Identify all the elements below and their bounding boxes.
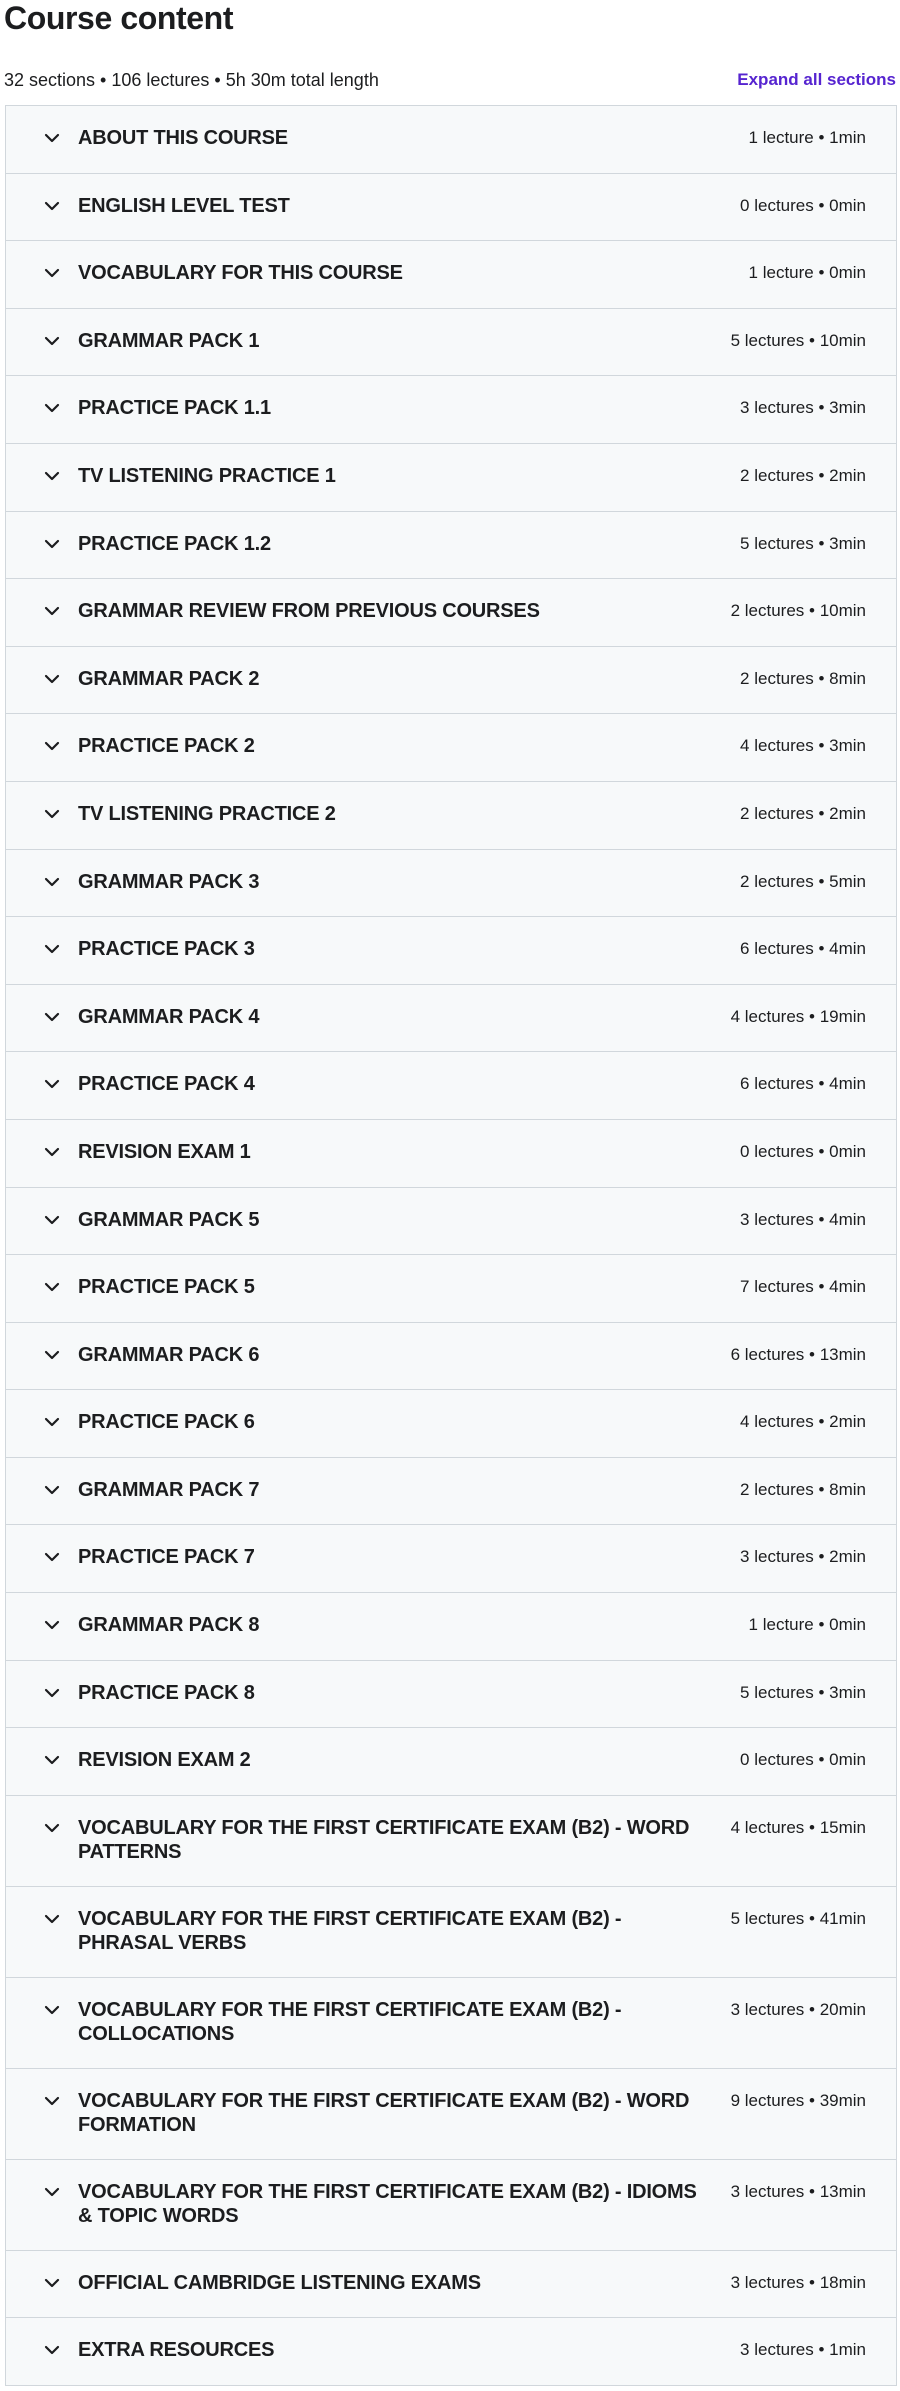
section-row-8[interactable] bbox=[6, 579, 896, 647]
section-title: GRAMMAR PACK 4 bbox=[78, 1005, 260, 1028]
section-row-11[interactable] bbox=[6, 782, 896, 850]
section-meta: 5 lectures • 3min bbox=[740, 1682, 866, 1702]
section-title: TV LISTENING PRACTICE 2 bbox=[78, 802, 336, 825]
chevron-down-icon[interactable] bbox=[42, 802, 62, 826]
section-row-16[interactable] bbox=[6, 1120, 896, 1188]
section-meta: 4 lectures • 2min bbox=[740, 1412, 866, 1432]
section-row-10[interactable] bbox=[6, 714, 896, 782]
section-row-4[interactable] bbox=[6, 309, 896, 377]
chevron-down-icon[interactable] bbox=[42, 1208, 62, 1232]
chevron-down-icon[interactable] bbox=[42, 1545, 62, 1569]
section-meta: 1 lecture • 1min bbox=[748, 128, 866, 147]
section-title: GRAMMAR PACK 5 bbox=[78, 1208, 260, 1231]
section-meta: 7 lectures • 4min bbox=[740, 1277, 866, 1297]
section-row-21[interactable] bbox=[6, 1458, 896, 1526]
section-meta: 5 lectures • 41min bbox=[730, 1908, 866, 1928]
section-title: REVISION EXAM 2 bbox=[78, 1749, 251, 1772]
section-title: TV LISTENING PRACTICE 1 bbox=[78, 464, 336, 487]
chevron-down-icon[interactable] bbox=[42, 396, 62, 420]
section-meta: 6 lectures • 4min bbox=[740, 939, 866, 959]
section-meta: 2 lectures • 8min bbox=[740, 668, 866, 688]
chevron-down-icon[interactable] bbox=[42, 2180, 62, 2204]
section-meta: 0 lectures • 0min bbox=[740, 1750, 866, 1770]
section-title: VOCABULARY FOR THE FIRST CERTIFICATE EXAM (B2) - IDIOMS & TOPIC WORDS bbox=[78, 2180, 697, 2227]
section-row-26[interactable] bbox=[6, 1796, 896, 1887]
section-title: REVISION EXAM 1 bbox=[78, 1140, 251, 1163]
section-row-32[interactable] bbox=[6, 2318, 896, 2386]
chevron-down-icon[interactable] bbox=[42, 1998, 62, 2022]
section-row-6[interactable] bbox=[6, 444, 896, 512]
section-list bbox=[5, 105, 897, 2386]
chevron-down-icon[interactable] bbox=[42, 1478, 62, 1502]
section-title: OFFICIAL CAMBRIDGE LISTENING EXAMS bbox=[78, 2271, 481, 2294]
section-meta: 2 lectures • 8min bbox=[740, 1479, 866, 1499]
section-row-19[interactable] bbox=[6, 1323, 896, 1391]
section-row-23[interactable] bbox=[6, 1593, 896, 1661]
section-meta: 2 lectures • 2min bbox=[740, 803, 866, 823]
section-title: GRAMMAR PACK 3 bbox=[78, 870, 260, 893]
section-row-28[interactable] bbox=[6, 1978, 896, 2069]
section-meta: 4 lectures • 15min bbox=[730, 1817, 866, 1837]
chevron-down-icon[interactable] bbox=[42, 2089, 62, 2113]
expand-all-sections-button[interactable]: Expand all sections bbox=[737, 70, 896, 89]
chevron-down-icon[interactable] bbox=[42, 667, 62, 691]
section-title: PRACTICE PACK 1.2 bbox=[78, 532, 271, 555]
chevron-down-icon[interactable] bbox=[42, 329, 62, 353]
section-title: VOCABULARY FOR THE FIRST CERTIFICATE EXAM (B2) - COLLOCATIONS bbox=[78, 1998, 622, 2045]
section-meta: 5 lectures • 3min bbox=[740, 533, 866, 553]
section-title: GRAMMAR PACK 7 bbox=[78, 1478, 260, 1501]
section-meta: 4 lectures • 3min bbox=[740, 736, 866, 756]
section-title: PRACTICE PACK 6 bbox=[78, 1411, 255, 1434]
section-meta: 3 lectures • 1min bbox=[740, 2340, 866, 2360]
section-title: PRACTICE PACK 1.1 bbox=[78, 397, 271, 420]
chevron-down-icon[interactable] bbox=[42, 1816, 62, 1840]
section-meta: 2 lectures • 5min bbox=[740, 871, 866, 891]
chevron-down-icon[interactable] bbox=[42, 126, 62, 150]
chevron-down-icon[interactable] bbox=[42, 1613, 62, 1637]
chevron-down-icon[interactable] bbox=[42, 261, 62, 285]
section-row-27[interactable] bbox=[6, 1887, 896, 1978]
section-row-20[interactable] bbox=[6, 1390, 896, 1458]
section-row-7[interactable] bbox=[6, 512, 896, 580]
section-row-25[interactable] bbox=[6, 1728, 896, 1796]
chevron-down-icon[interactable] bbox=[42, 2271, 62, 2295]
section-title: VOCABULARY FOR THE FIRST CERTIFICATE EXAM (B2) - WORD FORMATION bbox=[78, 2089, 690, 2136]
section-meta: 3 lectures • 4min bbox=[740, 1209, 866, 1229]
section-title: GRAMMAR PACK 6 bbox=[78, 1343, 260, 1366]
section-meta: 6 lectures • 4min bbox=[740, 1074, 866, 1094]
chevron-down-icon[interactable] bbox=[42, 1140, 62, 1164]
section-meta: 3 lectures • 20min bbox=[730, 1999, 866, 2019]
section-row-2[interactable] bbox=[6, 174, 896, 242]
chevron-down-icon[interactable] bbox=[42, 937, 62, 961]
section-row-18[interactable] bbox=[6, 1255, 896, 1323]
section-title: EXTRA RESOURCES bbox=[78, 2339, 275, 2362]
section-title: GRAMMAR PACK 8 bbox=[78, 1614, 260, 1637]
section-title: PRACTICE PACK 3 bbox=[78, 938, 255, 961]
section-row-31[interactable] bbox=[6, 2251, 896, 2319]
section-meta: 5 lectures • 10min bbox=[730, 330, 866, 350]
chevron-down-icon[interactable] bbox=[42, 870, 62, 894]
chevron-down-icon[interactable] bbox=[42, 194, 62, 218]
section-row-5[interactable] bbox=[6, 376, 896, 444]
chevron-down-icon[interactable] bbox=[42, 1005, 62, 1029]
section-title: PRACTICE PACK 8 bbox=[78, 1681, 255, 1704]
section-title: ABOUT THIS COURSE bbox=[78, 127, 288, 149]
course-summary-row bbox=[0, 60, 900, 100]
chevron-down-icon[interactable] bbox=[42, 599, 62, 623]
section-row-24[interactable] bbox=[6, 1661, 896, 1729]
section-meta: 3 lectures • 3min bbox=[740, 398, 866, 418]
section-title: PRACTICE PACK 4 bbox=[78, 1073, 255, 1096]
chevron-down-icon[interactable] bbox=[42, 1410, 62, 1434]
chevron-down-icon[interactable] bbox=[42, 1343, 62, 1367]
section-meta: 6 lectures • 13min bbox=[730, 1344, 866, 1364]
section-meta: 4 lectures • 19min bbox=[730, 1006, 866, 1026]
section-row-15[interactable] bbox=[6, 1052, 896, 1120]
section-meta: 0 lectures • 0min bbox=[740, 195, 866, 215]
chevron-down-icon[interactable] bbox=[42, 1907, 62, 1931]
section-title: VOCABULARY FOR THE FIRST CERTIFICATE EXAM (B2) - WORD PATTERNS bbox=[78, 1816, 690, 1863]
course-summary: 32 sections • 106 lectures • 5h 30m total length bbox=[4, 69, 379, 90]
section-row-13[interactable] bbox=[6, 917, 896, 985]
chevron-down-icon[interactable] bbox=[42, 464, 62, 488]
section-meta: 3 lectures • 2min bbox=[740, 1547, 866, 1567]
section-row-3[interactable] bbox=[6, 241, 896, 309]
section-row-22[interactable] bbox=[6, 1525, 896, 1593]
section-row-14[interactable] bbox=[6, 985, 896, 1053]
section-row-1[interactable] bbox=[6, 106, 896, 174]
section-title: GRAMMAR REVIEW FROM PREVIOUS COURSES bbox=[78, 600, 540, 623]
section-title: GRAMMAR PACK 1 bbox=[78, 329, 260, 352]
chevron-down-icon[interactable] bbox=[42, 734, 62, 758]
section-title: VOCABULARY FOR THE FIRST CERTIFICATE EXAM (B2) - PHRASAL VERBS bbox=[78, 1907, 622, 1954]
section-row-9[interactable] bbox=[6, 647, 896, 715]
chevron-down-icon[interactable] bbox=[42, 1072, 62, 1096]
section-meta: 9 lectures • 39min bbox=[730, 2090, 866, 2110]
section-meta: 2 lectures • 10min bbox=[730, 601, 866, 621]
section-row-29[interactable] bbox=[6, 2069, 896, 2160]
section-row-30[interactable] bbox=[6, 2160, 896, 2251]
section-meta: 3 lectures • 13min bbox=[730, 2181, 866, 2201]
section-meta: 0 lectures • 0min bbox=[740, 1141, 866, 1161]
section-title: PRACTICE PACK 5 bbox=[78, 1276, 255, 1299]
section-title: PRACTICE PACK 7 bbox=[78, 1546, 255, 1569]
section-row-17[interactable] bbox=[6, 1188, 896, 1256]
section-title: PRACTICE PACK 2 bbox=[78, 735, 255, 758]
section-meta: 1 lecture • 0min bbox=[748, 263, 866, 283]
section-meta: 2 lectures • 2min bbox=[740, 465, 866, 485]
page-title: Course content bbox=[4, 0, 234, 36]
section-title: VOCABULARY FOR THIS COURSE bbox=[78, 262, 403, 285]
chevron-down-icon[interactable] bbox=[42, 1681, 62, 1705]
section-title: GRAMMAR PACK 2 bbox=[78, 667, 260, 690]
chevron-down-icon[interactable] bbox=[42, 1275, 62, 1299]
chevron-down-icon[interactable] bbox=[42, 1748, 62, 1772]
chevron-down-icon[interactable] bbox=[42, 532, 62, 556]
chevron-down-icon[interactable] bbox=[42, 2338, 62, 2362]
section-title: ENGLISH LEVEL TEST bbox=[78, 194, 290, 217]
section-row-12[interactable] bbox=[6, 850, 896, 918]
section-meta: 1 lecture • 0min bbox=[748, 1615, 866, 1635]
section-meta: 3 lectures • 18min bbox=[730, 2272, 866, 2292]
